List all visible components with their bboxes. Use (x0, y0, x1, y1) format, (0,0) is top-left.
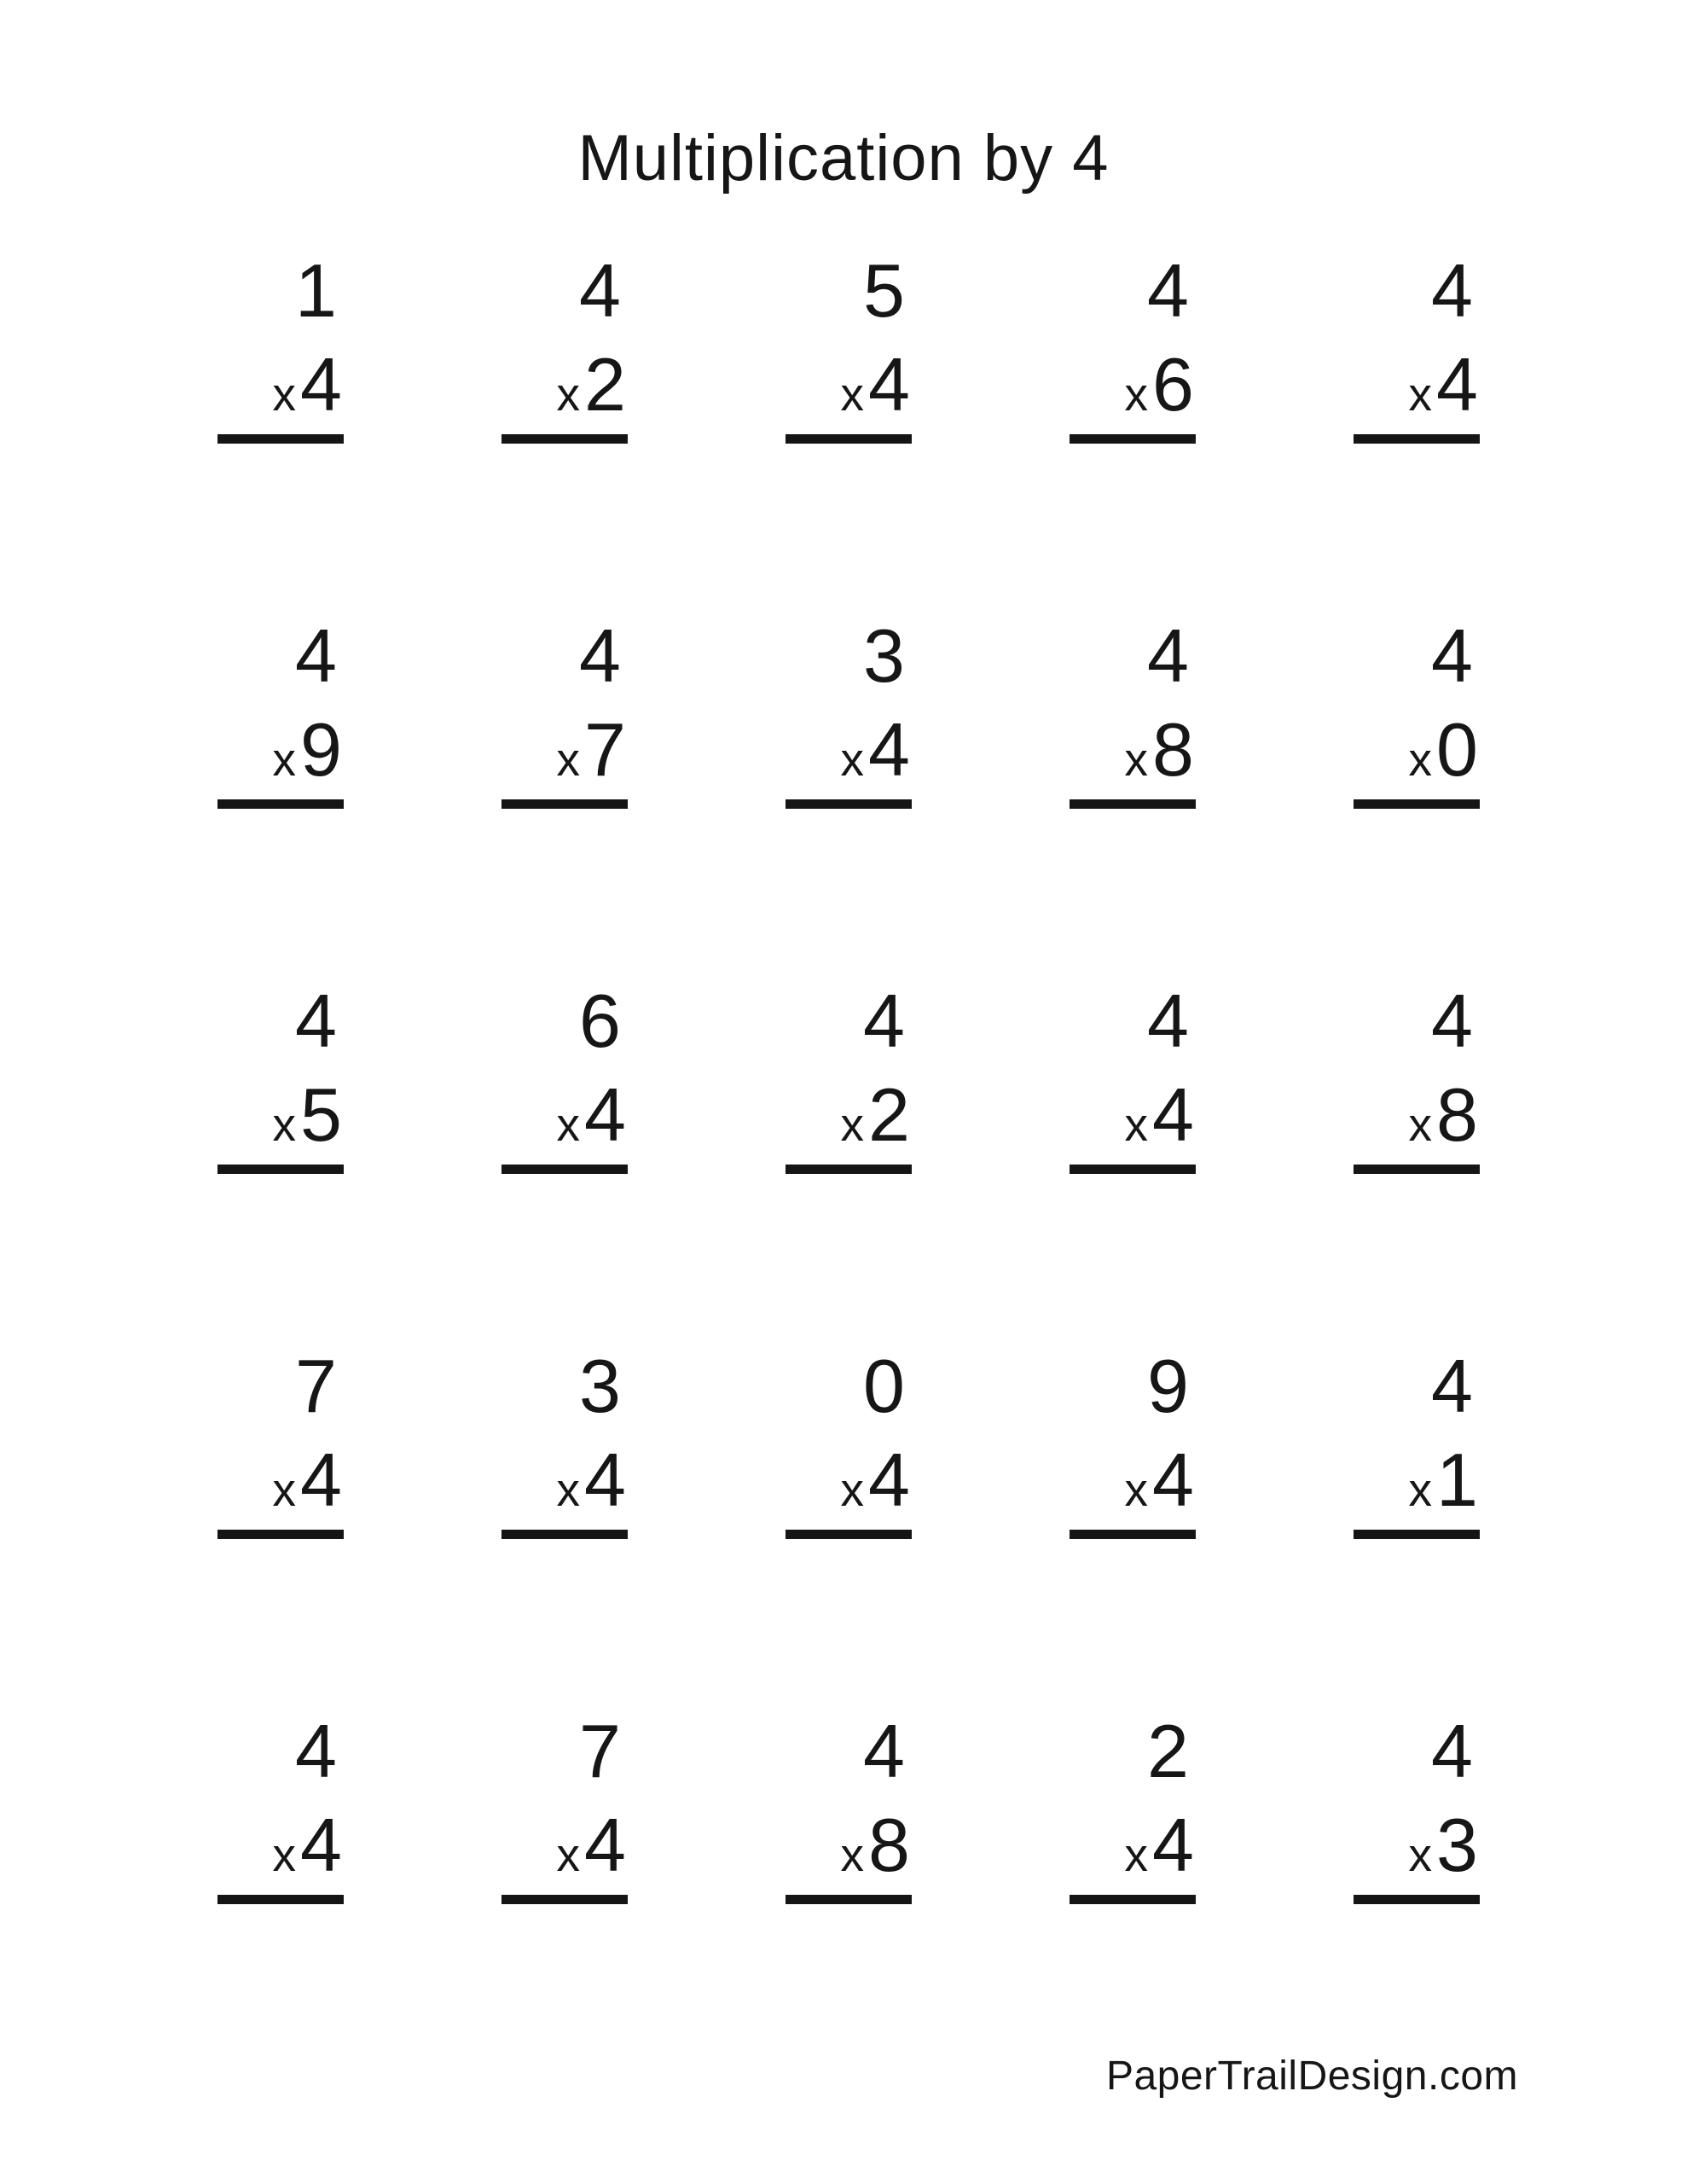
multiply-sign: x (1124, 1828, 1149, 1881)
multiplier-row (840, 1803, 912, 1887)
multiplication-problem (1070, 1344, 1196, 1539)
multiplier-row (840, 1072, 912, 1157)
multiply-sign: x (840, 1828, 865, 1881)
answer-line (501, 1165, 628, 1174)
multiplicand: 1 (295, 248, 337, 333)
multiplier-row (1408, 1072, 1480, 1157)
multiplication-problem (1070, 1709, 1196, 1904)
answer-line (217, 434, 344, 444)
answer-line (217, 799, 344, 809)
multiplier: 4 (584, 1072, 626, 1157)
answer-line (786, 434, 912, 444)
multiplier-row (1408, 1803, 1480, 1887)
multiplication-problem (1354, 979, 1480, 1174)
multiplicand: 4 (1431, 979, 1473, 1063)
answer-line (501, 799, 628, 809)
multiplication-problem (786, 613, 912, 809)
multiply-sign: x (1408, 733, 1433, 786)
multiplier-row (272, 707, 344, 792)
multiply-sign: x (556, 1828, 581, 1881)
multiplier-row (272, 1803, 344, 1887)
multiplication-problem (501, 248, 628, 444)
multiplier: 4 (868, 1438, 910, 1522)
multiplicand: 5 (863, 248, 905, 333)
multiplier: 5 (300, 1072, 342, 1157)
multiplication-problem (217, 1709, 344, 1904)
multiplication-problem (501, 979, 628, 1174)
multiplier: 4 (300, 342, 342, 427)
answer-line (217, 1530, 344, 1539)
multiplicand: 4 (1431, 1709, 1473, 1793)
multiplier-row (272, 1072, 344, 1157)
multiplicand: 6 (579, 979, 621, 1063)
multiply-sign: x (272, 1098, 297, 1151)
answer-line (1354, 799, 1480, 809)
multiplier-row (556, 707, 628, 792)
multiplier-row (1124, 1803, 1196, 1887)
answer-line (1354, 1895, 1480, 1904)
multiply-sign: x (556, 1098, 581, 1151)
multiplier: 9 (300, 707, 342, 792)
answer-line (1070, 1895, 1196, 1904)
multiplication-problem (1354, 248, 1480, 444)
multiply-sign: x (556, 1463, 581, 1516)
multiplicand: 9 (1147, 1344, 1189, 1428)
multiplication-problem (1354, 1344, 1480, 1539)
multiplicand: 4 (1147, 979, 1189, 1063)
multiplier-row (840, 342, 912, 427)
multiplier-row (272, 1438, 344, 1522)
multiplier-row (556, 1438, 628, 1522)
multiplication-problem (1070, 979, 1196, 1174)
multiplicand: 4 (1431, 613, 1473, 698)
multiplication-problem (786, 248, 912, 444)
multiplication-problem (501, 1709, 628, 1904)
multiplier-row (1408, 1438, 1480, 1522)
multiplicand: 4 (1147, 613, 1189, 698)
multiplier-row (840, 707, 912, 792)
multiply-sign: x (1408, 368, 1433, 421)
page-title: Multiplication by 4 (577, 122, 1110, 195)
multiplier: 2 (584, 342, 626, 427)
multiplier: 0 (1436, 707, 1478, 792)
multiplier-row (1408, 707, 1480, 792)
multiplier: 4 (300, 1438, 342, 1522)
answer-line (1070, 1165, 1196, 1174)
multiplication-problem (1070, 248, 1196, 444)
multiplication-problem (501, 1344, 628, 1539)
multiply-sign: x (1124, 1098, 1149, 1151)
multiplicand: 4 (1147, 248, 1189, 333)
multiply-sign: x (1124, 1463, 1149, 1516)
multiplier-row (556, 342, 628, 427)
multiply-sign: x (1124, 368, 1149, 421)
multiplicand: 7 (295, 1344, 337, 1428)
multiplicand: 4 (579, 248, 621, 333)
answer-line (501, 434, 628, 444)
answer-line (786, 1530, 912, 1539)
multiply-sign: x (272, 368, 297, 421)
multiplicand: 4 (579, 613, 621, 698)
multiplier-row (1124, 342, 1196, 427)
multiplier-row (1124, 707, 1196, 792)
answer-line (1354, 1165, 1480, 1174)
multiply-sign: x (840, 733, 865, 786)
multiplier: 4 (584, 1803, 626, 1887)
multiplication-problem (786, 1709, 912, 1904)
answer-line (501, 1530, 628, 1539)
multiply-sign: x (840, 368, 865, 421)
multiplication-problem (1354, 1709, 1480, 1904)
answer-line (217, 1895, 344, 1904)
multiply-sign: x (1408, 1828, 1433, 1881)
footer-credit: PaperTrailDesign.com (1105, 2053, 1518, 2099)
multiply-sign: x (1408, 1098, 1433, 1151)
multiplicand: 4 (863, 979, 905, 1063)
multiplicand: 2 (1147, 1709, 1189, 1793)
answer-line (1070, 799, 1196, 809)
multiplier: 4 (1152, 1438, 1194, 1522)
multiplicand: 4 (1431, 1344, 1473, 1428)
multiply-sign: x (272, 1463, 297, 1516)
multiplicand: 4 (295, 979, 337, 1063)
multiplier: 8 (1436, 1072, 1478, 1157)
multiplier: 3 (1436, 1803, 1478, 1887)
multiplier: 4 (868, 707, 910, 792)
problems-grid (217, 248, 1480, 1904)
multiplier: 4 (300, 1803, 342, 1887)
multiplicand: 4 (863, 1709, 905, 1793)
multiplication-problem (1070, 613, 1196, 809)
multiplication-problem (786, 1344, 912, 1539)
multiplier: 4 (1436, 342, 1478, 427)
multiply-sign: x (840, 1098, 865, 1151)
answer-line (501, 1895, 628, 1904)
multiplier: 4 (868, 342, 910, 427)
multiplier: 4 (1152, 1072, 1194, 1157)
multiplication-problem (217, 1344, 344, 1539)
multiply-sign: x (840, 1463, 865, 1516)
multiply-sign: x (1408, 1463, 1433, 1516)
multiplicand: 3 (579, 1344, 621, 1428)
multiplier: 2 (868, 1072, 910, 1157)
multiply-sign: x (1124, 733, 1149, 786)
answer-line (786, 1165, 912, 1174)
answer-line (786, 1895, 912, 1904)
multiplicand: 0 (863, 1344, 905, 1428)
multiplicand: 4 (295, 613, 337, 698)
multiplier-row (840, 1438, 912, 1522)
multiplication-problem (217, 248, 344, 444)
multiplier: 8 (868, 1803, 910, 1887)
multiplier: 7 (584, 707, 626, 792)
answer-line (1354, 1530, 1480, 1539)
multiplier: 4 (1152, 1803, 1194, 1887)
multiplication-problem (786, 979, 912, 1174)
multiply-sign: x (556, 368, 581, 421)
multiplier-row (272, 342, 344, 427)
multiplier: 4 (584, 1438, 626, 1522)
multiply-sign: x (272, 1828, 297, 1881)
multiplication-problem (501, 613, 628, 809)
multiply-sign: x (556, 733, 581, 786)
multiplicand: 4 (295, 1709, 337, 1793)
answer-line (217, 1165, 344, 1174)
multiplier-row (1124, 1438, 1196, 1522)
multiplicand: 7 (579, 1709, 621, 1793)
multiplier-row (556, 1803, 628, 1887)
multiplier-row (1124, 1072, 1196, 1157)
multiplier: 8 (1152, 707, 1194, 792)
multiplicand: 3 (863, 613, 905, 698)
multiplier: 6 (1152, 342, 1194, 427)
answer-line (1070, 1530, 1196, 1539)
multiplicand: 4 (1431, 248, 1473, 333)
multiplier: 1 (1436, 1438, 1478, 1522)
answer-line (1354, 434, 1480, 444)
answer-line (786, 799, 912, 809)
multiply-sign: x (272, 733, 297, 786)
multiplication-problem (1354, 613, 1480, 809)
multiplier-row (556, 1072, 628, 1157)
multiplication-problem (217, 979, 344, 1174)
multiplier-row (1408, 342, 1480, 427)
multiplication-problem (217, 613, 344, 809)
answer-line (1070, 434, 1196, 444)
